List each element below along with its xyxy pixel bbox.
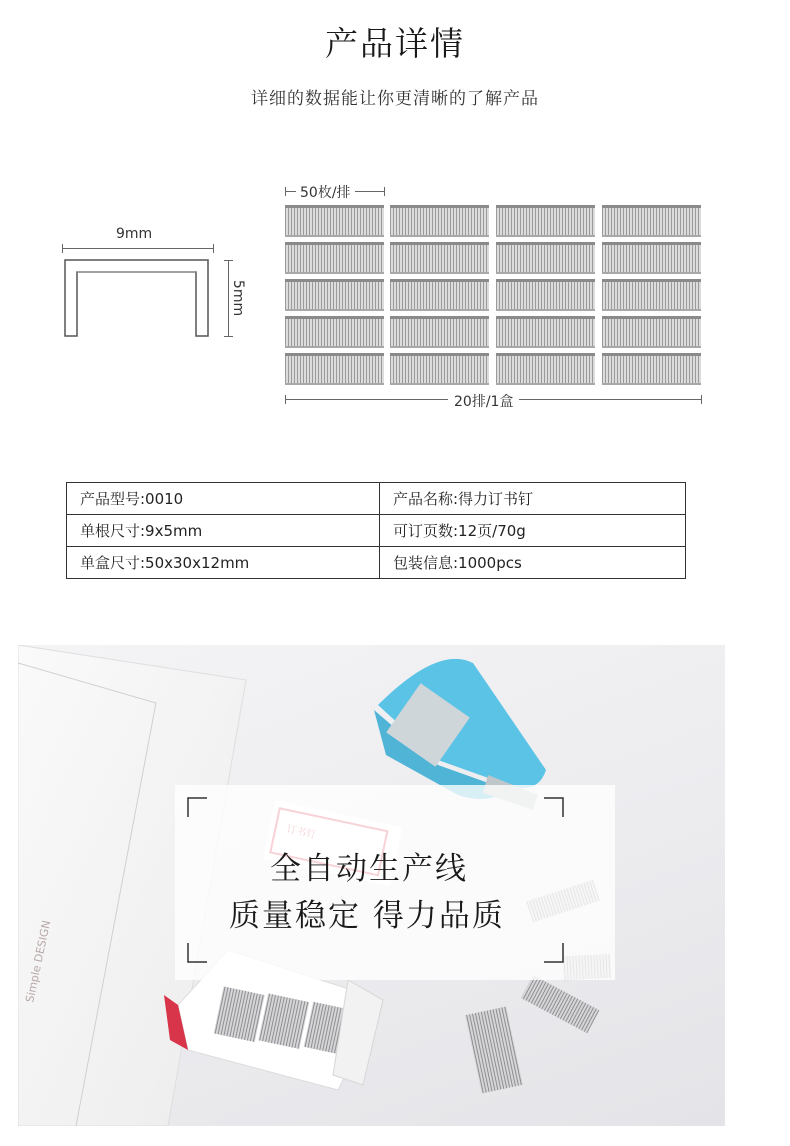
staple-row-block [390,353,489,385]
spec-product-name: 产品名称:得力订书钉 [380,483,686,515]
staple-row-block [602,316,701,348]
staple-row-block [496,353,595,385]
staple-row-block [285,353,384,385]
staple-row-block [496,205,595,237]
table-row [67,483,686,515]
notebook-text: Simple DESIGN [23,919,54,1004]
spec-unit-size: 单根尺寸:9x5mm [67,515,380,547]
staple-row-block [285,205,384,237]
staple-row-block [602,242,701,274]
staple-row-block [285,279,384,311]
staple-row-block [496,316,595,348]
staple-row-block [602,353,701,385]
photo-headline-1: 全自动生产线 [270,851,468,887]
staple-row-block [602,279,701,311]
spec-package: 包装信息:1000pcs [380,547,686,579]
spec-model: 产品型号:0010 [67,483,380,515]
staple-row-block [285,316,384,348]
staple-row-block [390,205,489,237]
staple-row-block [390,279,489,311]
page-title: 产品详情 [325,24,465,63]
specs-table [66,482,686,579]
photo-headline-2: 质量稳定 得力品质 [229,898,505,934]
product-photo [18,645,725,1126]
staple-row-block [390,316,489,348]
spec-box-size: 单盒尺寸:50x30x12mm [67,547,380,579]
staple-row-block [496,279,595,311]
staple-row-block [602,205,701,237]
width-label: 9mm [112,226,156,242]
height-label: 5mm [230,276,246,320]
spec-pages: 可订页数:12页/70g [380,515,686,547]
table-row [67,515,686,547]
staple-row-block [496,242,595,274]
box-count-label: 20排/1盒 [448,391,519,411]
staple-row-block [285,242,384,274]
page-subtitle: 详细的数据能让你更清晰的了解产品 [251,89,539,109]
staple-shape-icon [58,250,223,342]
row-count-label: 50枚/排 [296,182,355,202]
table-row [67,547,686,579]
staple-row-block [390,242,489,274]
